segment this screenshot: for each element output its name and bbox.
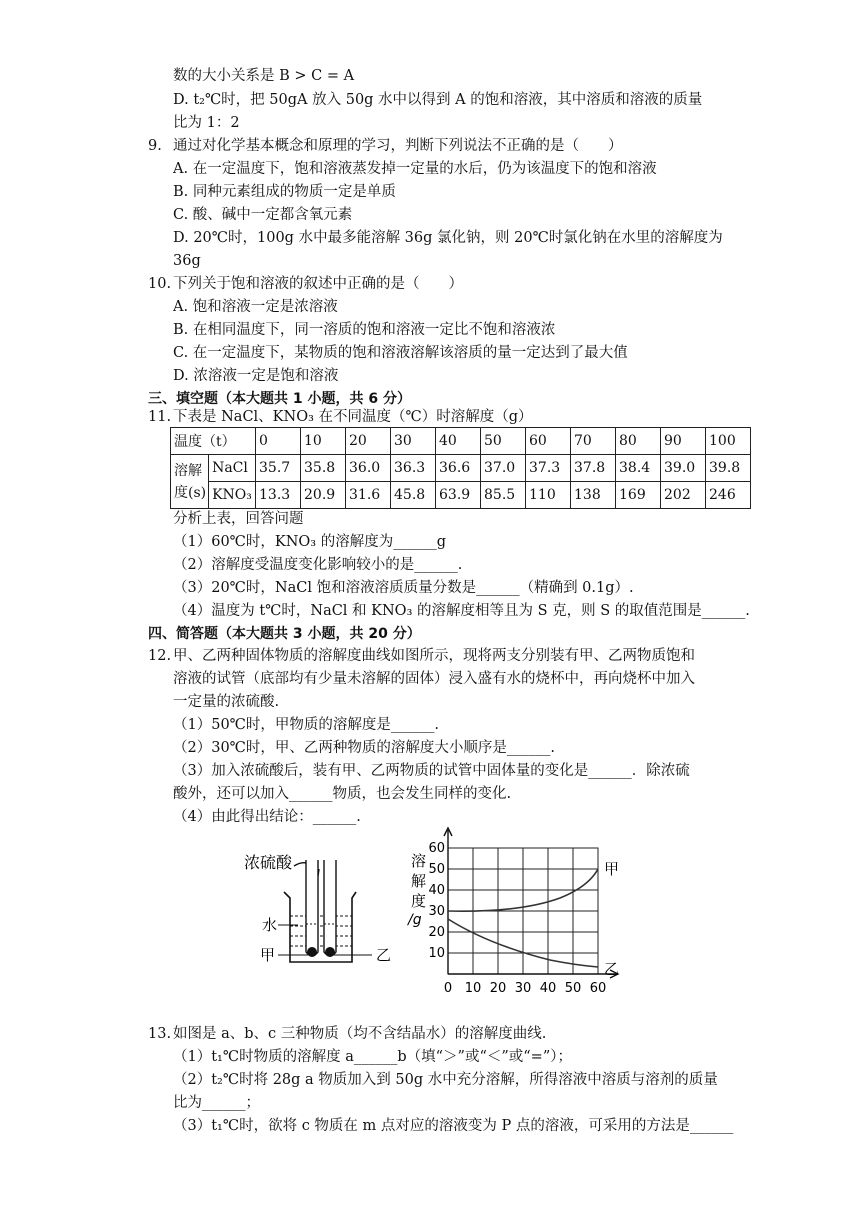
- q10-option-a: A. 饱和溶液一定是浓溶液: [173, 299, 338, 315]
- table-row-temperature: [171, 428, 751, 455]
- temp-cell: 40: [436, 428, 481, 455]
- y-label-char: 溶: [411, 852, 427, 870]
- curve-yi-label: 乙: [604, 960, 620, 978]
- value-cell: 13.3: [256, 482, 301, 509]
- test-tube-jia: [306, 860, 318, 956]
- q13-part3: （3）t₁℃时，欲将 c 物质在 m 点对应的溶液变为 P 点的溶液，可采用的方法是______: [173, 1118, 734, 1134]
- test-tube-yi: [324, 860, 336, 956]
- value-cell: 110: [526, 482, 571, 509]
- y-tick-labels: [428, 841, 445, 961]
- solubility-curve-graph: [400, 824, 632, 1004]
- q10-stem: 下列关于饱和溶液的叙述中正确的是（ ）: [173, 276, 463, 292]
- temp-cell: 0: [256, 428, 301, 455]
- section-3-heading: 三、填空题（本大题共 1 小题，共 6 分）: [148, 391, 411, 407]
- value-cell: 39.0: [661, 455, 706, 482]
- value-cell: 37.8: [571, 455, 616, 482]
- q9-option-d-line2: 36g: [173, 253, 201, 269]
- q13-part2-line2: 比为______；: [173, 1095, 260, 1111]
- q12-part3-line2: 酸外，还可以加入______物质，也会发生同样的变化.: [173, 786, 512, 802]
- y-tick-label: 30: [428, 904, 445, 919]
- x-tick-label: 10: [464, 981, 482, 996]
- q10-number: 10.: [148, 276, 172, 292]
- value-cell: 246: [706, 482, 751, 509]
- beaker-diagram: [232, 838, 402, 978]
- value-cell: 37.0: [481, 455, 526, 482]
- table-row-nacl: [171, 455, 751, 482]
- value-cell: 31.6: [346, 482, 391, 509]
- x-tick-labels: [444, 981, 606, 996]
- value-cell: 36.3: [391, 455, 436, 482]
- value-cell: 169: [616, 482, 661, 509]
- q12-part4: （4）由此得出结论：______.: [173, 809, 361, 825]
- acid-label: 浓硫酸: [244, 853, 293, 872]
- q13-part2-line1: （2）t₂℃时将 28g a 物质加入到 50g 水中充分溶解，所得溶液中溶质与溶剂的质量: [173, 1072, 718, 1088]
- q12-stem-line1: 甲、乙两种固体物质的溶解度曲线如图所示，现将两支分别装有甲、乙两物质饱和: [173, 648, 695, 664]
- temp-cell: 50: [481, 428, 526, 455]
- solubility-table: [170, 427, 751, 509]
- y-label-char: 度: [411, 892, 427, 910]
- q11-part3: （3）20℃时，NaCl 饱和溶液溶质质量分数是______（精确到 0.1g）.: [173, 580, 634, 596]
- solid-jia: [307, 947, 317, 957]
- value-cell: 63.9: [436, 482, 481, 509]
- q8-continuation: 数的大小关系是 B > C = A: [173, 68, 355, 84]
- beaker-outline: [284, 892, 356, 962]
- solid-yi: [325, 947, 335, 957]
- q10-option-d: D. 浓溶液一定是饱和溶液: [173, 368, 339, 384]
- y-tick-label: 20: [428, 925, 445, 940]
- value-cell: 35.8: [301, 455, 346, 482]
- value-cell: 138: [571, 482, 616, 509]
- q12-stem-line3: 一定量的浓硫酸.: [173, 694, 280, 710]
- x-tick-label: 20: [489, 981, 507, 996]
- substance-name-cell: NaCl: [209, 455, 256, 482]
- x-tick-label: 30: [514, 981, 532, 996]
- temp-label-cell: 温度（t）: [171, 428, 256, 455]
- q12-part1: （1）50℃时，甲物质的溶解度是______.: [173, 717, 440, 733]
- x-tick-label: 60: [589, 981, 607, 996]
- q9-option-a: A. 在一定温度下，饱和溶液蒸发掉一定量的水后，仍为该温度下的饱和溶液: [173, 161, 657, 177]
- x-tick-label: 40: [539, 981, 557, 996]
- y-tick-label: 10: [428, 946, 445, 961]
- q8-option-d-line2: 比为 1：2: [173, 115, 240, 131]
- q9-option-c: C. 酸、碱中一定都含氧元素: [173, 207, 353, 223]
- q11-intro: 分析上表，回答问题: [173, 511, 304, 527]
- x-tick-label: 0: [443, 981, 453, 996]
- q11-part4: （4）温度为 t℃时，NaCl 和 KNO₃ 的溶解度相等且为 S 克，则 S 的取值范围是______.: [173, 603, 750, 619]
- temp-cell: 20: [346, 428, 391, 455]
- y-tick-label: 40: [428, 883, 445, 898]
- table-row-kno3: [171, 482, 751, 509]
- temp-cell: 30: [391, 428, 436, 455]
- value-cell: 37.3: [526, 455, 571, 482]
- value-cell: 20.9: [301, 482, 346, 509]
- temp-cell: 10: [301, 428, 346, 455]
- y-tick-label: 60: [428, 841, 445, 856]
- q12-part3-line1: （3）加入浓硫酸后，装有甲、乙两物质的试管中固体量的变化是______．除浓硫: [173, 763, 690, 779]
- q11-part2: （2）溶解度受温度变化影响较小的是______.: [173, 557, 463, 573]
- value-cell: 85.5: [481, 482, 526, 509]
- value-cell: 36.0: [346, 455, 391, 482]
- q12-stem-line2: 溶液的试管（底部均有少量未溶解的固体）浸入盛有水的烧杯中，再向烧杯中加入: [173, 671, 695, 687]
- q12-number: 12.: [148, 648, 172, 664]
- q13-part1: （1）t₁℃时物质的溶解度 a______b（填“＞”或“＜”或“=”）；: [173, 1049, 572, 1065]
- q10-option-b: B. 在相同温度下，同一溶质的饱和溶液一定比不饱和溶液浓: [173, 322, 556, 338]
- q11-part1: （1）60℃时，KNO₃ 的溶解度为______g: [173, 534, 447, 550]
- y-label-unit: /g: [408, 912, 422, 928]
- curve-jia-label: 甲: [604, 860, 620, 878]
- y-tick-label: 50: [428, 862, 445, 877]
- temp-cell: 60: [526, 428, 571, 455]
- value-cell: 39.8: [706, 455, 751, 482]
- jia-label: 甲: [260, 946, 276, 964]
- value-cell: 202: [661, 482, 706, 509]
- q13-number: 13.: [148, 1026, 172, 1042]
- x-tick-label: 50: [564, 981, 582, 996]
- q11-stem: 下表是 NaCl、KNO₃ 在不同温度（℃）时溶解度（g）: [173, 409, 533, 425]
- q11-number: 11.: [148, 409, 172, 425]
- y-label-char: 解: [411, 872, 427, 890]
- q9-option-d-line1: D. 20℃时，100g 水中最多能溶解 36g 氯化钠，则 20℃时氯化钠在水里的溶解度为: [173, 230, 723, 246]
- q10-option-c: C. 在一定温度下，某物质的饱和溶液溶解该溶质的量一定达到了最大值: [173, 345, 628, 361]
- solubility-label-cell: 溶解度(s): [171, 455, 209, 509]
- temp-cell: 90: [661, 428, 706, 455]
- section-4-heading: 四、简答题（本大题共 3 小题，共 20 分）: [148, 626, 421, 642]
- temp-cell: 100: [706, 428, 751, 455]
- value-cell: 36.6: [436, 455, 481, 482]
- value-cell: 35.7: [256, 455, 301, 482]
- q12-part2: （2）30℃时，甲、乙两种物质的溶解度大小顺序是______.: [173, 740, 556, 756]
- yi-label: 乙: [376, 946, 392, 964]
- value-cell: 45.8: [391, 482, 436, 509]
- value-cell: 38.4: [616, 455, 661, 482]
- temp-cell: 80: [616, 428, 661, 455]
- substance-name-cell: KNO₃: [209, 482, 256, 509]
- q8-option-d-line1: D. t₂℃时，把 50gA 放入 50g 水中以得到 A 的饱和溶液，其中溶质和溶液的质量: [173, 92, 703, 108]
- temp-cell: 70: [571, 428, 616, 455]
- water-label: 水: [262, 916, 278, 934]
- q9-number: 9.: [148, 138, 162, 154]
- q9-option-b: B. 同种元素组成的物质一定是单质: [173, 184, 396, 200]
- q9-stem: 通过对化学基本概念和原理的学习，判断下列说法不正确的是（ ）: [173, 138, 623, 154]
- q13-stem: 如图是 a、b、c 三种物质（均不含结晶水）的溶解度曲线.: [173, 1026, 547, 1042]
